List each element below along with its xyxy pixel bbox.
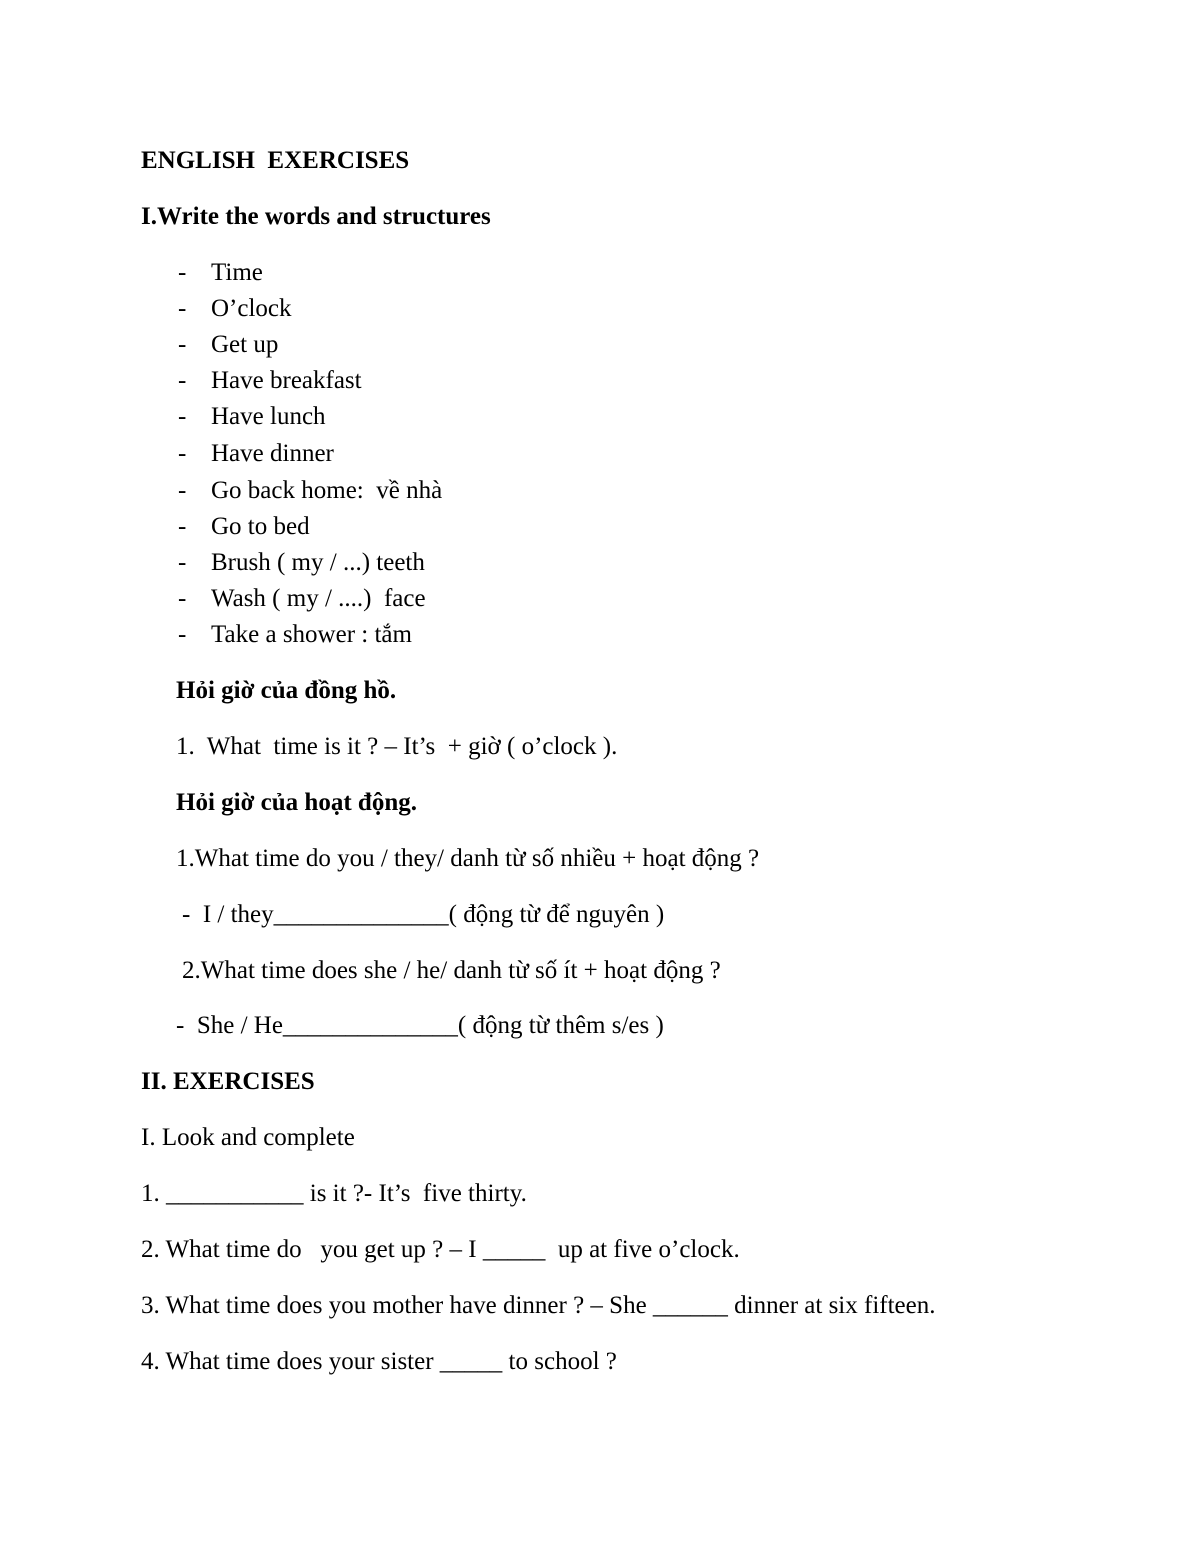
- bullet-dash: -: [178, 549, 187, 576]
- vocab-item: Have breakfast: [211, 367, 362, 394]
- vocab-item: Brush ( my / ...) teeth: [211, 549, 425, 576]
- bullet-dash: -: [178, 585, 187, 612]
- bullet-dash: -: [178, 477, 187, 504]
- exercise-question-1: 1. ___________ is it ?- It’s five thirty.: [141, 1180, 527, 1207]
- vocab-item: Have dinner: [211, 440, 334, 467]
- bullet-dash: -: [178, 295, 187, 322]
- section-1-heading: I.Write the words and structures: [141, 203, 491, 230]
- section-2-subheading: I. Look and complete: [141, 1124, 355, 1151]
- vocab-item: Get up: [211, 331, 279, 358]
- clock-question: 1. What time is it ? – It’s + giờ ( o’clock ).: [176, 733, 618, 760]
- exercise-question-4: 4. What time does your sister _____ to school ?: [141, 1348, 617, 1375]
- activity-heading: Hỏi giờ của hoạt động.: [176, 789, 417, 816]
- exercise-question-2: 2. What time do you get up ? – I _____ up at five o’clock.: [141, 1236, 740, 1263]
- bullet-dash: -: [178, 259, 187, 286]
- bullet-dash: -: [178, 621, 187, 648]
- vocab-item: Go back home: về nhà: [211, 477, 443, 504]
- document-title: ENGLISH EXERCISES: [141, 147, 410, 174]
- activity-question-1: 1.What time do you / they/ danh từ số nhiều + hoạt động ?: [176, 845, 760, 872]
- vocab-item: Go to bed: [211, 513, 310, 540]
- section-2-heading: II. EXERCISES: [141, 1068, 315, 1095]
- bullet-dash: -: [178, 367, 187, 394]
- vocab-item: Wash ( my / ....) face: [211, 585, 426, 612]
- bullet-dash: -: [178, 513, 187, 540]
- vocab-item: Take a shower : tắm: [211, 621, 412, 648]
- activity-answer-1: - I / they______________( động từ để nguyên ): [182, 901, 665, 928]
- bullet-dash: -: [178, 331, 187, 358]
- activity-answer-2: - She / He______________( động từ thêm s/es ): [176, 1012, 664, 1039]
- exercise-question-3: 3. What time does you mother have dinner ? – She ______ dinner at six fifteen.: [141, 1292, 936, 1319]
- bullet-dash: -: [178, 440, 187, 467]
- activity-question-2: 2.What time does she / he/ danh từ số ít + hoạt động ?: [182, 957, 721, 984]
- bullet-dash: -: [178, 403, 187, 430]
- vocab-item: O’clock: [211, 295, 292, 322]
- vocab-item: Have lunch: [211, 403, 326, 430]
- clock-heading: Hỏi giờ của đồng hồ.: [176, 677, 397, 704]
- vocab-item: Time: [211, 259, 263, 286]
